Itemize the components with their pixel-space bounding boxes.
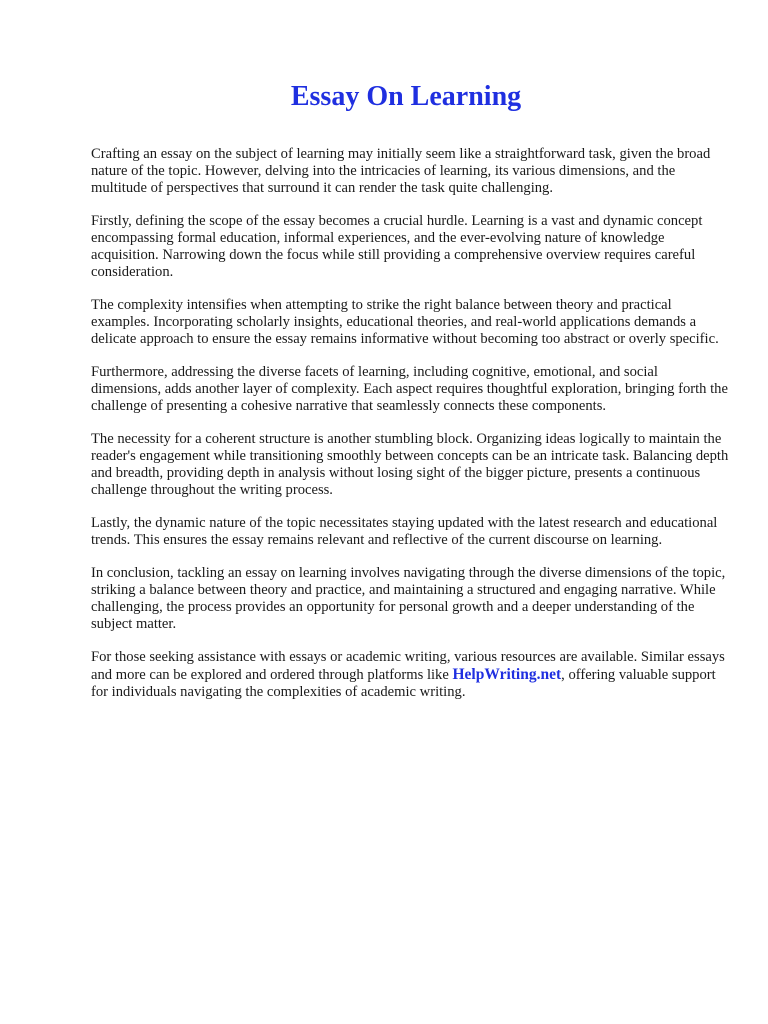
paragraph-resources <box>91 649 731 701</box>
page-title: Essay On Learning <box>290 81 522 112</box>
paragraph-scope: Firstly, defining the scope of the essay becomes a crucial hurdle. Learning is a vast and dynamic concept encompassing formal education, informal experiences, and the ever-evolving nature of knowledge acquisition. Narrowing down the focus while still providing a comprehensive overview requires careful consideration. <box>91 213 703 280</box>
helpwriting-link[interactable]: HelpWriting.net <box>452 666 562 683</box>
paragraph-intro: Crafting an essay on the subject of learning may initially seem like a straightforward task, given the broad nature of the topic. However, delving into the intricacies of learning, its various dimensions, and the multitude of perspectives that surround it can render the task quite challenging. <box>91 146 711 196</box>
resources-text-after: , offering valuable support for individuals navigating the complexities of academic writing. <box>91 667 716 700</box>
paragraph-conclusion: In conclusion, tackling an essay on learning involves navigating through the diverse dimensions of the topic, striking a balance between theory and practice, and maintaining a structured and engaging narrative. While challenging, the process provides an opportunity for personal growth and a deeper understanding of the subject matter. <box>91 565 726 632</box>
essay-body <box>91 146 731 717</box>
resources-text-before: For those seeking assistance with essays or academic writing, various resources are available. Similar essays and more can be explored and ordered through platforms like <box>91 649 725 683</box>
paragraph-facets: Furthermore, addressing the diverse facets of learning, including cognitive, emotional, and social dimensions, adds another layer of complexity. Each aspect requires thoughtful exploration, bringing forth the challenge of presenting a cohesive narrative that seamlessly connects these components. <box>91 364 728 414</box>
paragraph-balance: The complexity intensifies when attempting to strike the right balance between theory and practical examples. Incorporating scholarly insights, educational theories, and real-world applications demands a delicate approach to ensure the essay remains informative without becoming too abstract or overly specific. <box>91 297 719 347</box>
paragraph-dynamic: Lastly, the dynamic nature of the topic necessitates staying updated with the latest research and educational trends. This ensures the essay remains relevant and reflective of the current discourse on learning. <box>91 515 718 548</box>
paragraph-structure: The necessity for a coherent structure is another stumbling block. Organizing ideas logically to maintain the reader's engagement while transitioning smoothly between concepts can be an intricate task. Balancing depth and breadth, providing depth in analysis without losing sight of the bigger picture, presents a continuous challenge throughout the writing process. <box>91 431 729 498</box>
